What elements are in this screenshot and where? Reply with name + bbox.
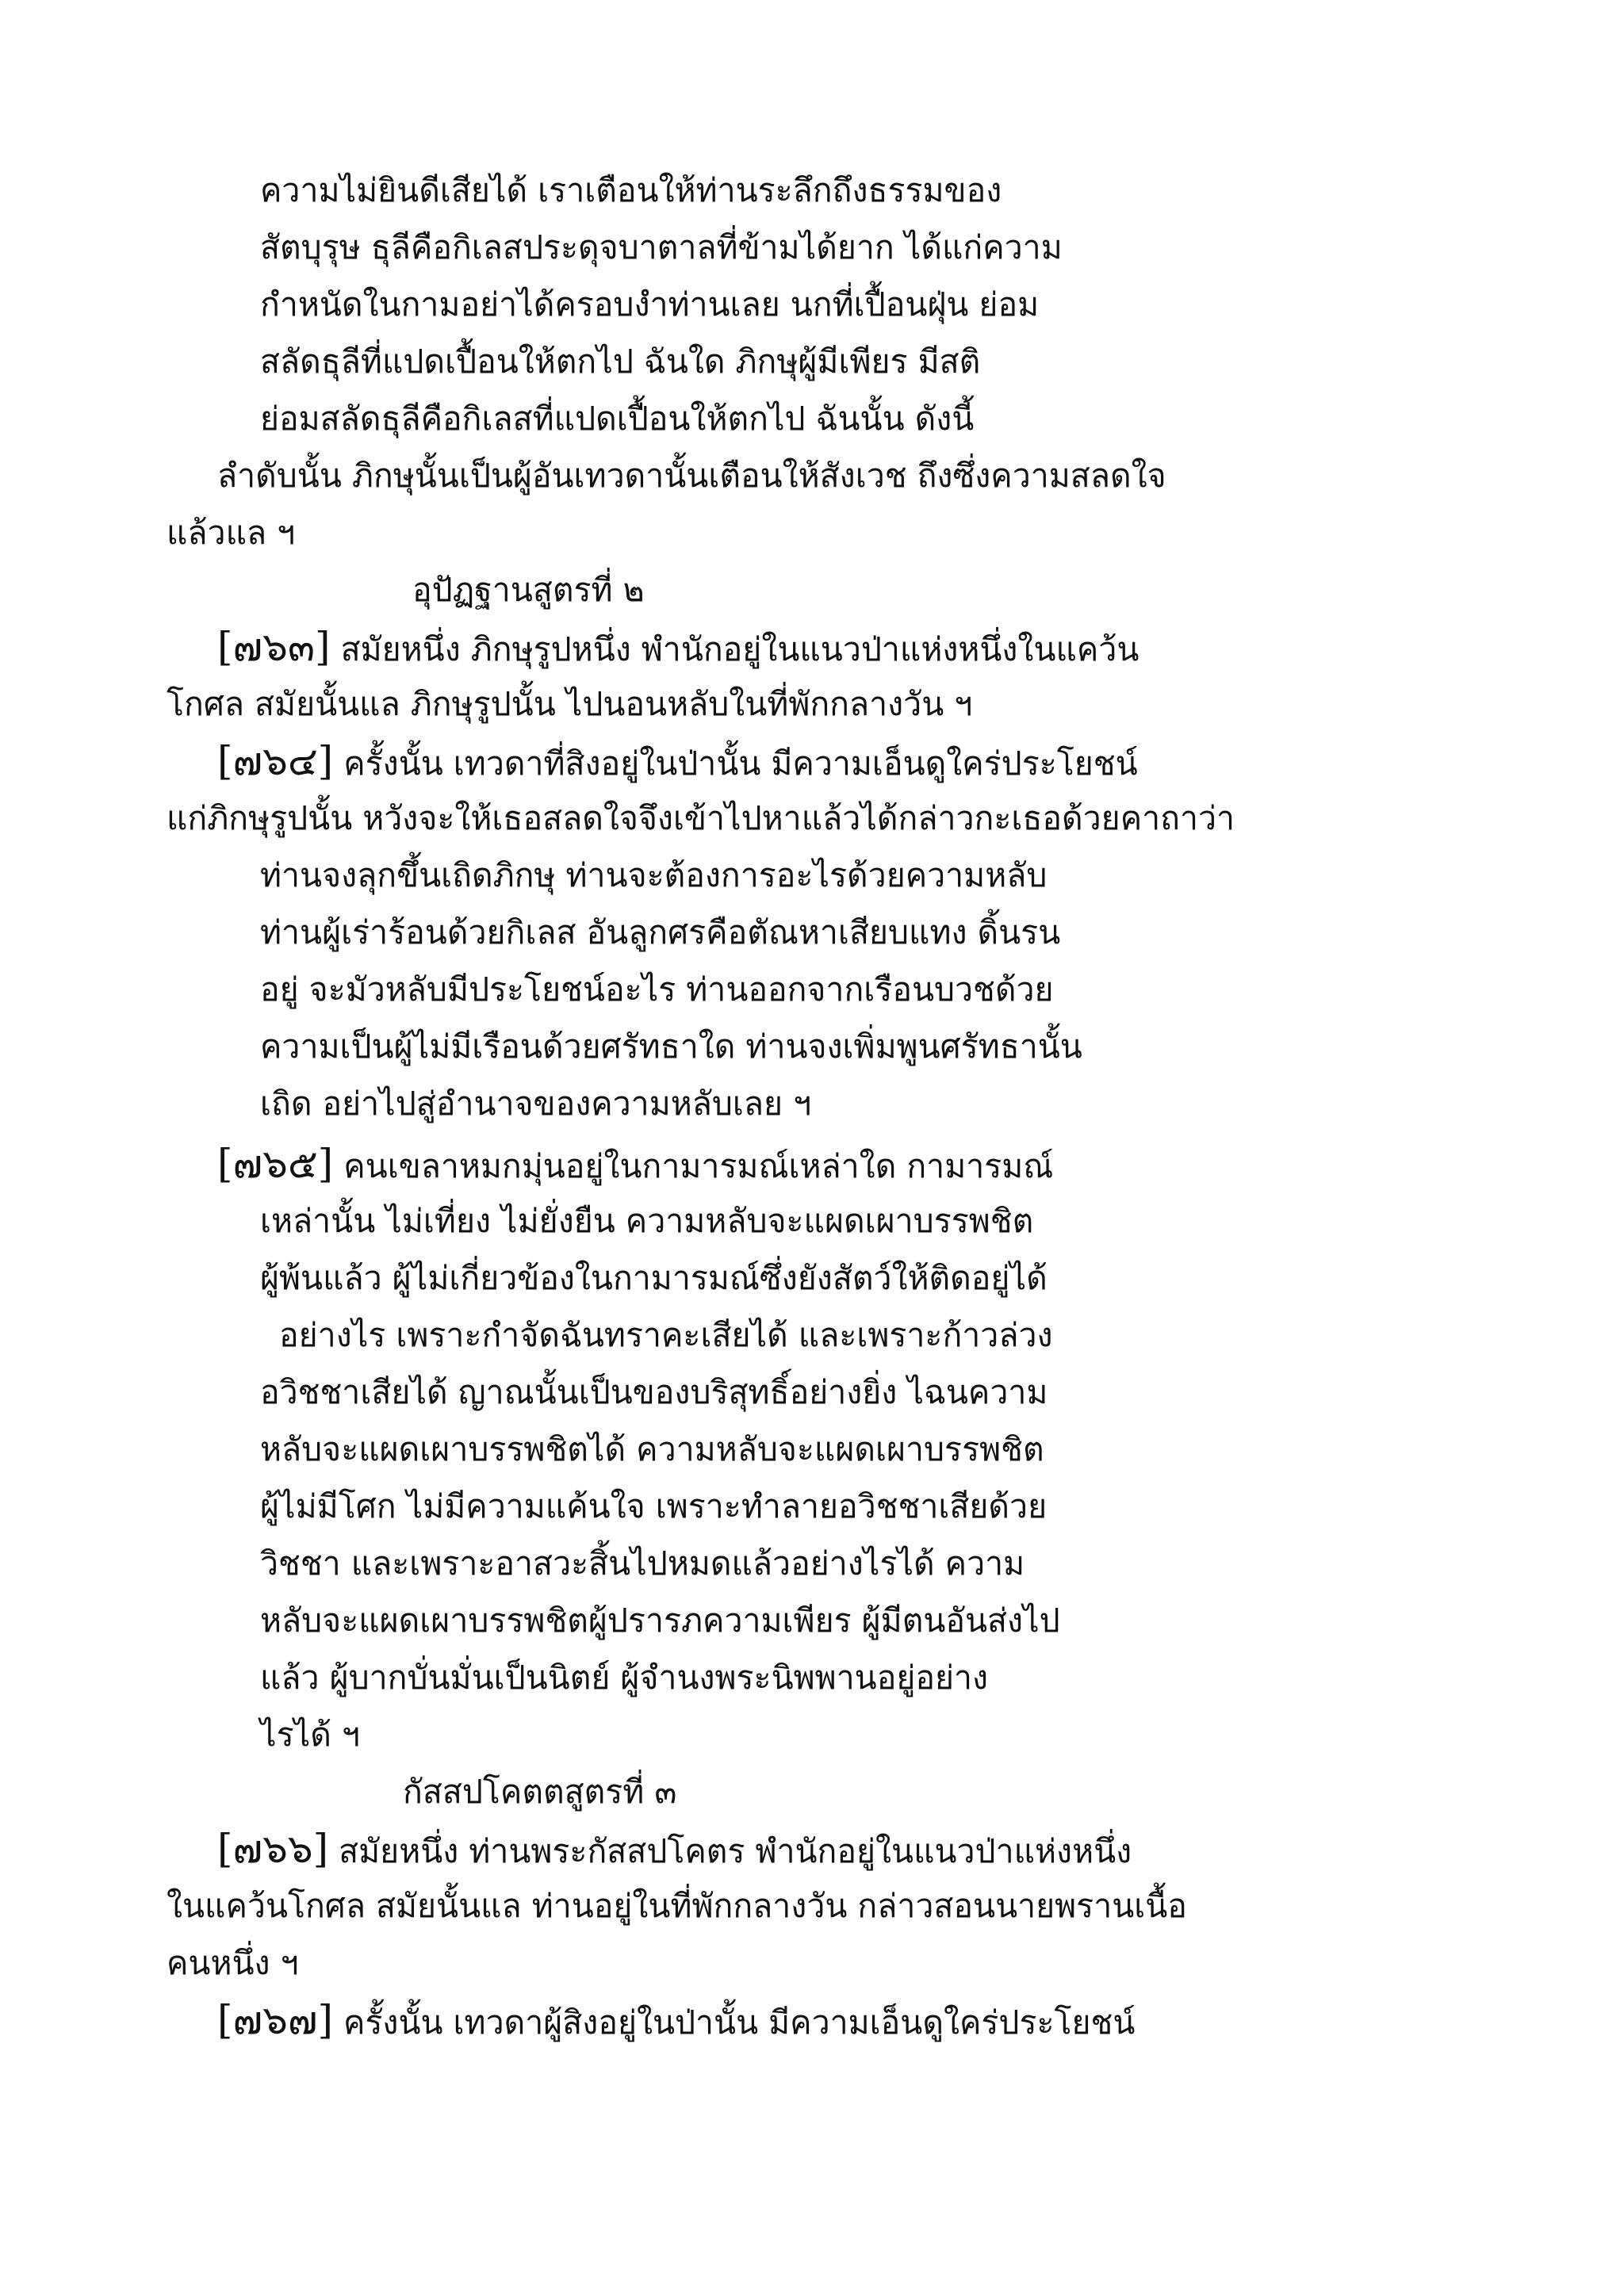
verse-line: สัตบุรุษ ธุลีคือกิเลสประดุจบาตาลที่ข้ามได้ยาก ได้แก่ความ	[260, 228, 1063, 266]
verse-line: ย่อมสลัดธุลีคือกิเลสที่แปดเปื้อนให้ตกไป ฉันนั้น ดังนี้	[260, 400, 975, 438]
verse-line: เถิด อย่าไปสู่อำนาจของความหลับเลย ฯ	[260, 1085, 812, 1123]
verse-line: ท่านจงลุกขึ้นเถิดภิกษุ ท่านจะต้องการอะไรด้วยความหลับ	[260, 856, 1048, 894]
paragraph-line: แก่ภิกษุรูปนั้น หวังจะให้เธอสลดใจจึงเข้าไปหาแล้วได้กล่าวกะเธอด้วยคาถาว่า	[167, 799, 1235, 837]
verse-line: หลับจะแผดเผาบรรพชิตผู้ปรารภความเพียร ผู้มีตนอันส่งไป	[260, 1601, 1060, 1640]
verse-line: อวิชชาเสียได้ ญาณนั้นเป็นของบริสุทธิ์อย่างยิ่ง ไฉนความ	[260, 1373, 1048, 1411]
paragraph-text: สมัยหนึ่ง ภิกษุรูปหนึ่ง พำนักอยู่ในแนวป่าแห่งหนึ่งในแคว้น	[330, 630, 1139, 668]
verse-line: ท่านผู้เร่าร้อนด้วยกิเลส อันลูกศรคือตัณหาเสียบแทง ดิ้นรน	[260, 913, 1061, 951]
paragraph-line: คนหนึ่ง ฯ	[167, 1944, 299, 1982]
section-heading: กัสสปโคตตสูตรที่ ๓	[403, 1773, 677, 1811]
verse-line: ผู้พ้นแล้ว ผู้ไม่เกี่ยวข้องในกามารมณ์ซึ่งยังสัตว์ให้ติดอยู่ได้	[260, 1259, 1048, 1297]
verse-line: เหล่านั้น ไม่เที่ยง ไม่ยั่งยืน ความหลับจะแผดเผาบรรพชิต	[260, 1202, 1034, 1240]
paragraph-number: [๗๖๔]	[217, 738, 334, 784]
verse-line: แล้ว ผู้บากบั่นมั่นเป็นนิตย์ ผู้จำนงพระนิพพานอยู่อย่าง	[260, 1659, 989, 1697]
section-heading: อุปัฏฐานสูตรที่ ๒	[412, 571, 645, 609]
verse-line: อยู่ จะมัวหลับมีประโยชน์อะไร ท่านออกจากเรือนบวชด้วย	[260, 970, 1054, 1008]
paragraph-line	[217, 1142, 1053, 1186]
verse-line: หลับจะแผดเผาบรรพชิตได้ ความหลับจะแผดเผาบรรพชิต	[260, 1430, 1044, 1468]
paragraph-text: สมัยหนึ่ง ท่านพระกัสสปโคตร พำนักอยู่ในแนวป่าแห่งหนึ่ง	[328, 1832, 1132, 1870]
paragraph-number: [๗๖๓]	[217, 624, 331, 670]
paragraph-text: ครั้งนั้น เทวดาผู้สิงอยู่ในป่านั้น มีความเอ็นดูใคร่ประโยชน์	[332, 2003, 1136, 2042]
paragraph-number: [๗๖๖]	[217, 1826, 329, 1872]
paragraph-line: แล้วแล ฯ	[167, 514, 296, 552]
paragraph-line	[217, 1827, 1132, 1871]
paragraph-line: ในแคว้นโกศล สมัยนั้นแล ท่านอยู่ในที่พักกลางวัน กล่าวสอนนายพรานเนื้อ	[167, 1887, 1187, 1925]
verse-line: ไรได้ ฯ	[260, 1716, 360, 1754]
verse-line: กำหนัดในกามอย่าได้ครอบงำท่านเลย นกที่เปื้อนฝุ่น ย่อม	[260, 285, 1040, 323]
verse-line: ความเป็นผู้ไม่มีเรือนด้วยศรัทธาใด ท่านจงเพิ่มพูนศรัทธานั้น	[260, 1027, 1082, 1066]
paragraph-number: [๗๖๕]	[217, 1141, 334, 1187]
paragraph-line: โกศล สมัยนั้นแล ภิกษุรูปนั้น ไปนอนหลับในที่พักกลางวัน ฯ	[167, 685, 973, 723]
paragraph-line	[217, 739, 1138, 783]
verse-line: อย่างไร เพราะกำจัดฉันทราคะเสียได้ และเพราะก้าวล่วง	[279, 1316, 1053, 1354]
verse-line: ความไม่ยินดีเสียได้ เราเตือนให้ท่านระลึกถึงธรรมของ	[260, 171, 1002, 209]
verse-line: วิชชา และเพราะอาสวะสิ้นไปหมดแล้วอย่างไรได้ ความ	[260, 1544, 1025, 1582]
paragraph-line	[217, 625, 1139, 669]
paragraph-text: ครั้งนั้น เทวดาที่สิงอยู่ในป่านั้น มีความเอ็นดูใคร่ประโยชน์	[333, 744, 1138, 783]
paragraph-number: [๗๖๗]	[217, 1997, 333, 2043]
verse-line: ผู้ไม่มีโศก ไม่มีความแค้นใจ เพราะทำลายอวิชชาเสียด้วย	[260, 1487, 1048, 1525]
verse-line: สลัดธุลีที่แปดเปื้อนให้ตกไป ฉันใด ภิกษุผู้มีเพียร มีสติ	[260, 342, 981, 381]
paragraph-line	[217, 1998, 1135, 2042]
paragraph-text: คนเขลาหมกมุ่นอยู่ในกามารมณ์เหล่าใด กามารมณ์	[333, 1147, 1054, 1185]
paragraph-line: ลำดับนั้น ภิกษุนั้นเป็นผู้อันเทวดานั้นเตือนให้สังเวช ถึงซึ่งความสลดใจ	[217, 457, 1166, 495]
